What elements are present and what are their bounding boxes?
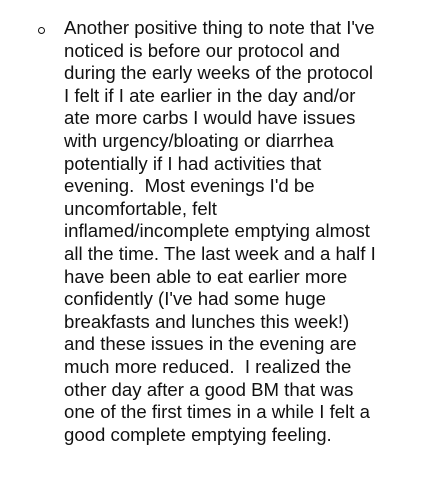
- text-line: much more reduced. I realized the: [64, 355, 352, 377]
- text-line: uncomfortable, felt: [64, 197, 217, 219]
- text-line: I felt if I ate earlier in the day and/or: [64, 84, 356, 106]
- text-line: all the time. The last week and a half I: [64, 242, 376, 264]
- text-line: with urgency/bloating or diarrhea: [64, 129, 334, 151]
- hollow-circle-bullet-icon: [38, 27, 45, 34]
- text-line: breakfasts and lunches this week!): [64, 310, 350, 332]
- text-line: inflamed/incomplete emptying almost: [64, 220, 370, 242]
- text-line: evening. Most evenings I'd be: [64, 175, 315, 197]
- text-line: other day after a good BM that was: [64, 378, 354, 400]
- text-line: noticed is before our protocol and: [64, 39, 340, 61]
- text-line: confidently (I've had some huge: [64, 288, 326, 310]
- paragraph-text: [64, 17, 422, 446]
- text-line: have been able to eat earlier more: [64, 265, 348, 287]
- text-line: during the early weeks of the protocol: [64, 62, 374, 84]
- text-line: potentially if I had activities that: [64, 152, 322, 174]
- text-line: good complete emptying feeling.: [64, 423, 332, 445]
- text-line: and these issues in the evening are: [64, 333, 357, 355]
- text-line: one of the first times in a while I felt a: [64, 401, 370, 423]
- text-line: Another positive thing to note that I've: [64, 17, 375, 38]
- text-line: ate more carbs I would have issues: [64, 107, 356, 129]
